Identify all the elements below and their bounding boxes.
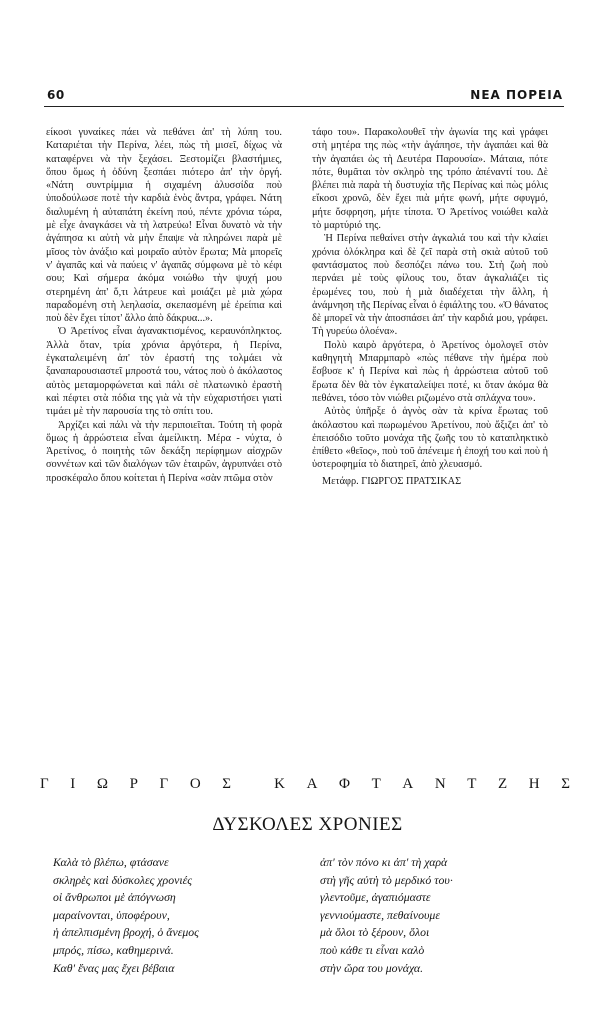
article-paragraph: Ὁ Ἀρετίνος εἶναι ἀγανακτισμένος, κεραυνόπληκτος. Ἀλλὰ ὅταν, τρία χρόνια ἀργότερα, ἡ Περίνα, ἐγκαταλειμένη ἀπ' τὸν ἐραστή της τολμάει νὰ ξαναπαρουσιαστεῖ μπροστά του, νάτος ποὺ ὁ ἀκόλαστος αὐτὸς μεταμορφώνεται καὶ πάλι σὲ πλατωνικὸ ἐραστὴ καὶ πέφτει στὰ πόδια της γιὰ νὰ τὴν εὐχαριστήσει γιατὶ τιμάει μὲ τὴν παρουσία της τὸ σπίτι του. <box>46 326 282 418</box>
article-paragraph: είκοσι γυναίκες πάει νὰ πεθάνει ἀπ' τὴ λύπη του. Καταριέται τὴν Περίνα, λέει, πὼς τὴ μισεῖ, δίχως νὰ καταφέρνει νὰ τὴν ξεχάσει. Ξεστομίζει βλαστήμιες, ὅπου ὅμως ἡ ὀδύνη ξεσπάει πιότερο ἀπ' τὴν ὀργή. «Νάτη συντρίμμια ἡ σιχαμένη ἀλυσσίδα ποὺ ὑποδούλωσε ποτὲ τὴν καρδιὰ ἑνὸς ἄντρα, γράφει. Νάτη διαλυμένη ἡ αὐταπάτη ἐκείνη πού, πέντε χρόνια τώρα, μὲ εἶχε ἀναγκάσει νὰ τὴ λατρεύω! Εἶναι δυνατὸ νὰ τὴν ἀγάπησα κι αὐτὴ νὰ μὴν ἔπαψε νὰ πληρώνει παρὰ μὲ μῖσος τὸν ἀνάξιο καὶ μοιραῖο αὐτὸν ἔρωτα; Μὰ μπορεῖς ν' ἀγαπᾶς καὶ νὰ παύεις ν' ἀγαπᾶς σύμφωνα μὲ τὸ κέφι σου; Καὶ σήμερα ἀκόμα νοιώθω τὴν ψυχή μου στερημένη ἀπ' ὅ,τι λάτρευε καὶ μοιάζει μὲ μιὰ χώρα παραδομένη στὴ λεηλασία, σκεπασμένη μὲ ἐρείπια καὶ ποὺ δὲν ἔχει τίποτ' ἄλλο ἀπὸ δάκρυα...». <box>46 127 282 325</box>
poet-name-letter: Σ <box>561 776 570 792</box>
article-paragraph: Ἀρχίζει καὶ πάλι νὰ τὴν περιποιεῖται. Τούτη τὴ φορὰ ὅμως ἡ ἀρρώστεια εἶναι ἀμείλικτη. Μέρα - νύχτα, ὁ Ἀρετίνος, ὁ ποιητὴς τῶν δεκάξη περίφημων αἰσχρῶν σοννέτων καὶ τῶν διαλόγων τῶν ἑταιρῶν, ἀγρυπνάει στὸ προσκέφαλο ὅπου κοίτεται ἡ Περίνα «σὰν πτῶμα στὸν <box>46 419 282 484</box>
article-left-column <box>46 126 282 485</box>
poet-name <box>40 776 570 793</box>
journal-title: ΝΕΑ ΠΟΡΕΙΑ <box>470 88 563 102</box>
poem-line: ἀπ' τὸν πόνο κι ἀπ' τὴ χαρὰ <box>320 855 448 869</box>
poem-left-stanza <box>53 854 199 977</box>
poet-name-letter: Ι <box>70 776 76 792</box>
poem-line: Καλὰ τὸ βλέπω, φτάσανε <box>53 855 169 869</box>
header-rule <box>44 106 564 107</box>
poem-line: στὴν ὥρα του μονάχα. <box>320 960 424 975</box>
poem-line: ἡ ἀπελπισμένη βροχή, ὁ ἄνεμος <box>53 925 199 940</box>
poet-name-letter: Η <box>528 776 540 792</box>
poet-name-letter: Τ <box>371 776 381 792</box>
poem-line: ποὺ κάθε τι εἶναι καλὸ <box>320 942 425 957</box>
poem-line: μαραίνονται, ὑποφέρουν, <box>53 907 170 922</box>
article-paragraph: τάφο του». Παρακολουθεῖ τὴν ἀγωνία της καὶ γράφει στὴ μητέρα της πὼς «τὴν ἀγάπησε, τὴν ἀγαπάει καὶ θὰ τὴν ἀγαπάει ὡς τὴ Δευτέρα Παρουσία». Μάταια, πότε πότε, θυμᾶται τὸν σκληρὸ της τρόπο ἀπέναντί του. Δὲ βλέπει πιὰ παρὰ τὴ δυστυχία τῆς Περίνας καὶ πὼς μόλις εἴκοσι χρονῶ, δὲν ἔχει πιὰ μήτε φωνή, μήτε σφυγμό, μήτε ὄσφρηση, μήτε τίποτα. Ὁ Ἀρετίνος νοιώθει καλὰ τὸ μαρτύριό της. <box>312 127 548 232</box>
poem-line: Καθ' ἕνας μας ἔχει βέβαια <box>53 960 175 975</box>
poem-line: γλεντοῦμε, ἀγαπιόμαστε <box>320 890 431 905</box>
article-paragraph: Αὐτὸς ὑπῆρξε ὁ ἁγνὸς σὰν τὰ κρίνα ἔρωτας τοῦ ἀκόλαστου καὶ πωρωμένου Ἀρετίνου, ποὺ ἄξιζει ἀπ' τὸ ἐπεισόδιο τοῦτο μονάχα τῆς ζωῆς του τὸ καταπληκτικὸ ἐπίθετο «θεῖος», ποὺ τοῦ ἀπένειμε ἡ ἐποχή του καὶ ποὺ ἡ ὑστεροφημία τὸ διατηρεῖ, ἀπὸ χλευασμό. <box>312 406 548 471</box>
poem-line: σκληρὲς καὶ δύσκολες χρονιές <box>53 872 193 887</box>
poet-name-letter: Α <box>306 776 318 792</box>
poet-name-letter: Ρ <box>129 776 138 792</box>
poet-name-letter: Σ <box>222 776 231 792</box>
poem-line: στὴ γῆς αὐτὴ τὸ μερδικό του· <box>320 872 453 887</box>
poet-name-letter: Ζ <box>498 776 508 792</box>
poet-name-letter: Α <box>402 776 414 792</box>
poet-name-letter: Κ <box>274 776 286 792</box>
poem-title: ΔΥΣΚΟΛΕΣ ΧΡΟΝΙΕΣ <box>212 814 403 835</box>
poem-line: οἱ ἄνθρωποι μὲ ἀπόγνωση <box>53 890 176 905</box>
poet-name-letter: Τ <box>467 776 477 792</box>
poem-line: μὰ ὅλοι τὸ ξέρουν, ὅλοι <box>320 925 430 940</box>
article-paragraph: Ἡ Περίνα πεθαίνει στὴν ἀγκαλιά του καὶ τὴν κλαίει χρόνια ὁλόκληρα καὶ δὲ ζεῖ παρὰ στὴ σκιὰ αὐτοῦ τοῦ φαντάσματος ποὺ δεσπόζει πάνω του. Στὴ ζωὴ ποὺ περνάει μὲ τοὺς φίλους του, ὅταν ἀγκαλιάζει τὶς ἐρωμένες του, ποὺ ἡ μιὰ διαδέχεται τὴν ἄλλη, ἡ ἀνάμνηση τῆς Περίνας εἶναι ὁ ἐφιάλτης του. «Ὁ θάνατος δὲ μπορεῖ νὰ τὴν ἀποσπάσει ἀπ' τὴν καρδιά μου, γράφει. Τὴ γυρεύω ὁλοένα». <box>312 233 549 338</box>
poet-name-letter: Γ <box>40 776 49 792</box>
poet-name-letter: Ν <box>434 776 446 792</box>
poet-name-letter: Γ <box>159 776 169 792</box>
poem-right-stanza <box>320 854 453 977</box>
article-paragraph: Πολὺ καιρὸ ἀργότερα, ὁ Ἀρετίνος ὁμολογεῖ στὸν καθηγητὴ Μπαρμπαρὸ «πὼς πέθανε τὴν ἡμέρα ποὺ ἔσβυσε κ' ἡ Περίνα καὶ πὼς ἡ ἀρρώστεια αὐτοῦ τοῦ ἔρωτα δὲν θὰ τὸν ἐγκαταλείψει ποτέ, κι ὅταν ἀκόμα θὰ πεθάνει, τόσο τὸν νιώθει ριζωμένο στὰ σπλάχνα του». <box>312 339 548 404</box>
article-right-column <box>312 126 548 488</box>
poet-name-letter: Ο <box>189 776 201 792</box>
poem-line: γεννιούμαστε, πεθαίνουμε <box>320 907 441 922</box>
poet-name-letter: Φ <box>339 776 351 792</box>
poem-line: μπρός, πίσω, καθημερινά. <box>53 942 174 957</box>
page-number: 60 <box>47 88 65 102</box>
translator-credit: Μετάφρ. ΓΙΩΡΓΟΣ ΠΡΑΤΣΙΚΑΣ <box>322 475 462 487</box>
poet-name-letter: Ω <box>96 776 109 792</box>
